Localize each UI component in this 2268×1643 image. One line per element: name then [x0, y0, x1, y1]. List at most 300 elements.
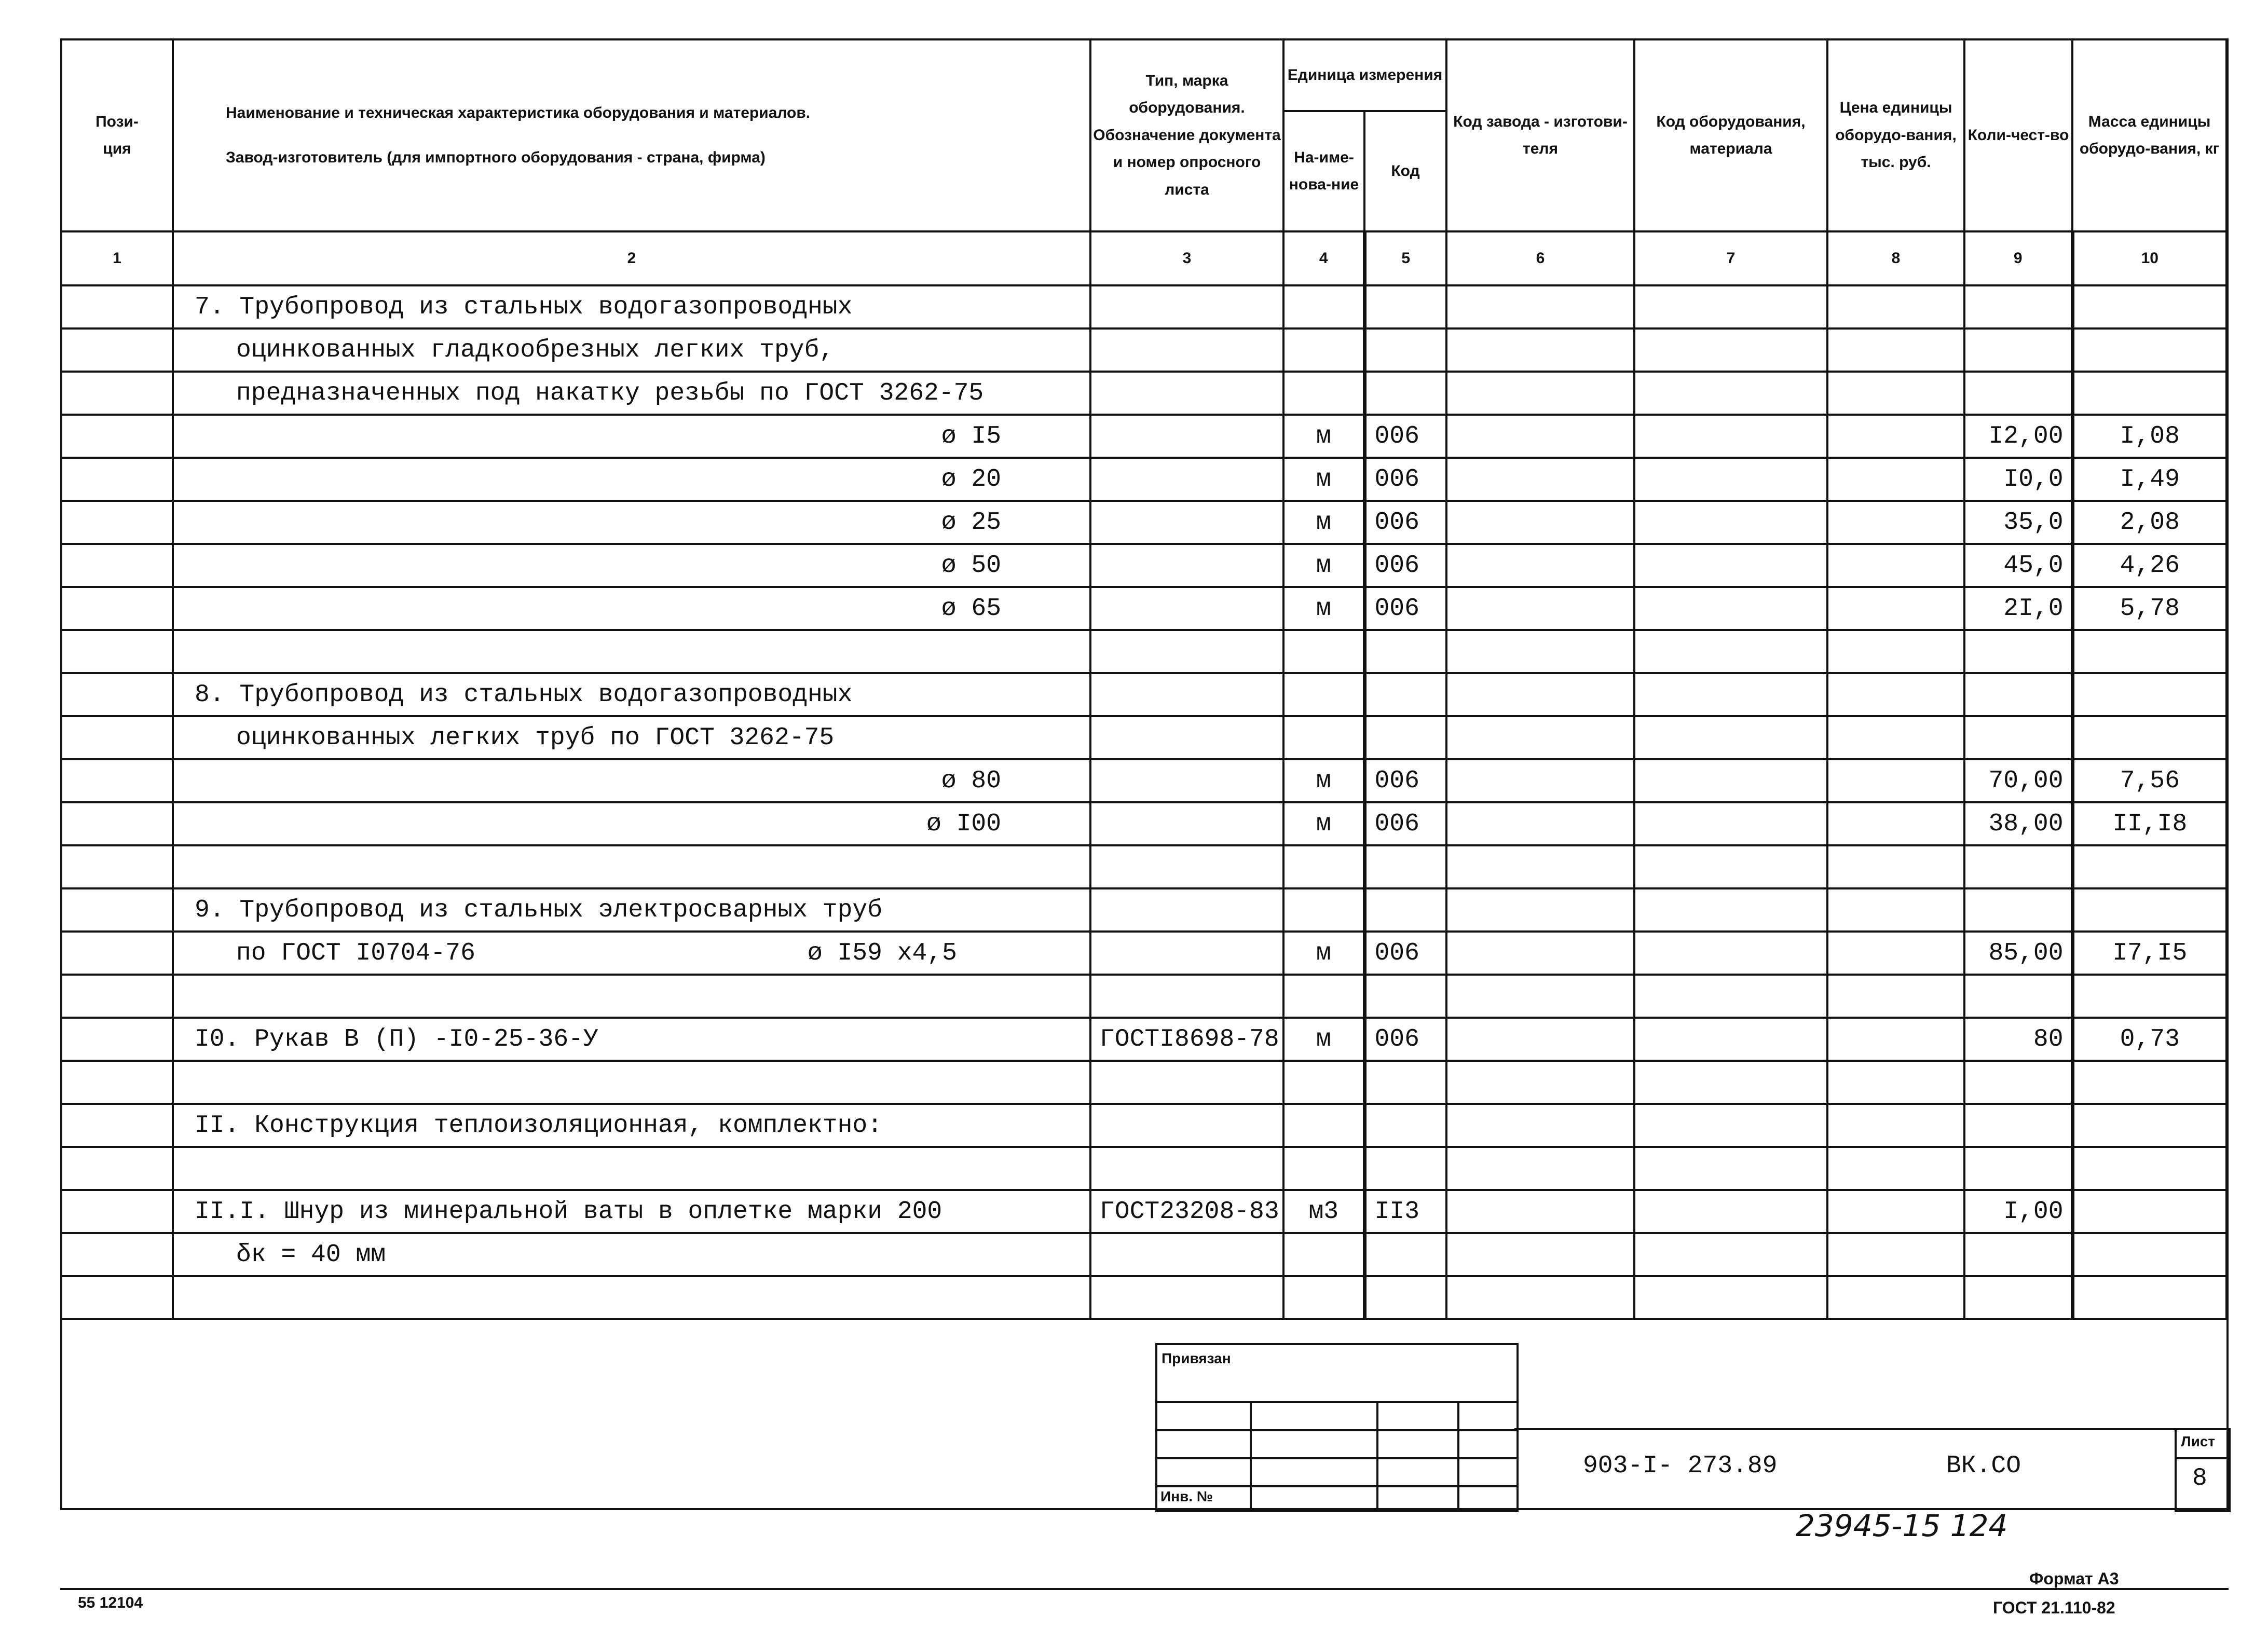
quantity-cell — [1964, 1233, 2072, 1276]
unit-code-cell — [1364, 845, 1446, 888]
position-cell — [61, 458, 173, 501]
price-cell — [1827, 587, 1964, 630]
position-cell — [61, 759, 173, 802]
price-cell — [1827, 716, 1964, 759]
item-name-cell — [173, 802, 1090, 845]
price-cell — [1827, 458, 1964, 501]
header-type: Тип, марка оборудования. Обозначение документа и номер опросного листа — [1090, 39, 1283, 231]
position-cell — [61, 415, 173, 458]
mass-cell: II,I8 — [2072, 802, 2226, 845]
stamp-line — [1457, 1401, 1459, 1510]
table-row — [61, 845, 2226, 888]
item-name-cell — [173, 932, 1090, 975]
quantity-cell — [1964, 285, 2072, 328]
table-row — [61, 932, 2226, 975]
unit-name-cell: м — [1283, 544, 1364, 587]
price-cell — [1827, 1190, 1964, 1233]
item-name: II. Конструкция теплоизоляционная, комплектно: — [195, 1111, 883, 1140]
price-cell — [1827, 1104, 1964, 1147]
maker-code-cell — [1446, 1233, 1634, 1276]
mass-cell — [2072, 328, 2226, 372]
price-cell — [1827, 285, 1964, 328]
unit-name-cell — [1283, 888, 1364, 932]
item-name-cell — [173, 1233, 1090, 1276]
item-name-cell — [173, 716, 1090, 759]
unit-code-cell — [1364, 673, 1446, 716]
unit-name-cell — [1283, 673, 1364, 716]
document-section: ВК.СО — [1946, 1452, 2021, 1480]
mass-cell: 0,73 — [2072, 1018, 2226, 1061]
position-cell — [61, 1190, 173, 1233]
table-row — [61, 1018, 2226, 1061]
item-name-cell — [173, 501, 1090, 544]
item-name: 7. Трубопровод из стальных водогазопроводных — [195, 293, 853, 321]
equipment-code-cell — [1634, 1233, 1827, 1276]
quantity-cell — [1964, 372, 2072, 415]
quantity-cell: 85,00 — [1964, 932, 2072, 975]
document-cell — [1090, 328, 1283, 372]
document-cell — [1090, 1104, 1283, 1147]
maker-code-cell — [1446, 716, 1634, 759]
equipment-code-cell — [1634, 932, 1827, 975]
document-cell — [1090, 975, 1283, 1018]
item-name-cell — [173, 415, 1090, 458]
stamp-line — [1157, 1457, 1516, 1459]
unit-name-cell — [1283, 630, 1364, 673]
item-name-cell — [173, 1104, 1090, 1147]
maker-code-cell — [1446, 285, 1634, 328]
position-cell — [61, 328, 173, 372]
table-row — [61, 1190, 2226, 1233]
format-label: Формат А3 — [2029, 1569, 2119, 1588]
quantity-cell: I,00 — [1964, 1190, 2072, 1233]
table-row — [61, 673, 2226, 716]
table-row — [61, 1233, 2226, 1276]
mass-cell: 7,56 — [2072, 759, 2226, 802]
mass-cell: I,49 — [2072, 458, 2226, 501]
unit-code-cell — [1364, 716, 1446, 759]
unit-code-cell — [1364, 372, 1446, 415]
bound-stamp — [1155, 1343, 1519, 1512]
unit-name-cell — [1283, 372, 1364, 415]
item-name-cell — [173, 1147, 1090, 1190]
maker-code-cell — [1446, 759, 1634, 802]
equipment-code-cell — [1634, 1147, 1827, 1190]
maker-code-cell — [1446, 673, 1634, 716]
item-name: ø 25 — [941, 508, 1001, 537]
maker-code-cell — [1446, 1276, 1634, 1319]
item-name-cell — [173, 372, 1090, 415]
mass-cell — [2072, 673, 2226, 716]
position-cell — [61, 932, 173, 975]
maker-code-cell — [1446, 372, 1634, 415]
document-cell — [1090, 759, 1283, 802]
quantity-cell: 70,00 — [1964, 759, 2072, 802]
document-cell — [1090, 458, 1283, 501]
table-row — [61, 975, 2226, 1018]
price-cell — [1827, 630, 1964, 673]
column-number: 6 — [1446, 231, 1634, 285]
maker-code-cell — [1446, 415, 1634, 458]
unit-name-cell: м — [1283, 1018, 1364, 1061]
quantity-cell — [1964, 630, 2072, 673]
item-name: II.I. Шнур из минеральной ваты в оплетке марки 200 — [195, 1197, 942, 1226]
price-cell — [1827, 544, 1964, 587]
position-cell — [61, 802, 173, 845]
quantity-cell — [1964, 673, 2072, 716]
unit-code-cell: 006 — [1364, 1018, 1446, 1061]
equipment-code-cell — [1634, 415, 1827, 458]
bound-label: Привязан — [1162, 1350, 1231, 1366]
item-name-cell — [173, 285, 1090, 328]
quantity-cell: 80 — [1964, 1018, 2072, 1061]
mass-cell — [2072, 1233, 2226, 1276]
header-unit-code: Код — [1364, 111, 1446, 231]
unit-name-cell — [1283, 1233, 1364, 1276]
column-number: 2 — [173, 231, 1090, 285]
unit-code-cell — [1364, 1276, 1446, 1319]
document-cell — [1090, 501, 1283, 544]
maker-code-cell — [1446, 587, 1634, 630]
footer-line — [60, 1588, 2229, 1590]
sheet-number: 8 — [2192, 1464, 2207, 1493]
stamp-line — [1376, 1401, 1378, 1510]
document-cell — [1090, 932, 1283, 975]
price-cell — [1827, 845, 1964, 888]
header-name — [173, 39, 1090, 231]
column-number: 5 — [1364, 231, 1446, 285]
unit-name-cell — [1283, 328, 1364, 372]
price-cell — [1827, 1018, 1964, 1061]
equipment-code-cell — [1634, 1018, 1827, 1061]
unit-name-cell: м3 — [1283, 1190, 1364, 1233]
header-name-line2: Завод-изготовитель (для импортного оборудования - страна, фирма) — [226, 149, 766, 166]
maker-code-cell — [1446, 328, 1634, 372]
item-name-cell — [173, 328, 1090, 372]
equipment-code-cell — [1634, 1190, 1827, 1233]
document-cell — [1090, 285, 1283, 328]
mass-cell: 5,78 — [2072, 587, 2226, 630]
equipment-code-cell — [1634, 1104, 1827, 1147]
item-name-cell — [173, 1061, 1090, 1104]
unit-name-cell — [1283, 975, 1364, 1018]
header-equipment-code: Код оборудования, материала — [1634, 39, 1827, 231]
mass-cell — [2072, 1061, 2226, 1104]
stamp-line — [1157, 1429, 1516, 1431]
item-name-cell — [173, 759, 1090, 802]
document-number: 903-I- 273.89 — [1583, 1452, 1778, 1480]
unit-code-cell: 006 — [1364, 802, 1446, 845]
document-cell — [1090, 1233, 1283, 1276]
unit-code-cell — [1364, 285, 1446, 328]
equipment-code-cell — [1634, 975, 1827, 1018]
stamp-line — [1157, 1485, 1516, 1487]
unit-name-cell: м — [1283, 458, 1364, 501]
document-cell — [1090, 1276, 1283, 1319]
quantity-cell: 35,0 — [1964, 501, 2072, 544]
gost-label: ГОСТ 21.110-82 — [1993, 1598, 2115, 1617]
maker-code-cell — [1446, 845, 1634, 888]
equipment-code-cell — [1634, 587, 1827, 630]
quantity-cell — [1964, 845, 2072, 888]
document-cell: ГОСТ23208-83 — [1090, 1190, 1283, 1233]
position-cell — [61, 285, 173, 328]
maker-code-cell — [1446, 1061, 1634, 1104]
equipment-code-cell — [1634, 716, 1827, 759]
header-unit: Единица измерения — [1283, 39, 1446, 111]
table-row — [61, 415, 2226, 458]
equipment-code-cell — [1634, 285, 1827, 328]
table-row — [61, 328, 2226, 372]
item-name: ø 80 — [941, 766, 1001, 795]
unit-code-cell: 006 — [1364, 759, 1446, 802]
quantity-cell — [1964, 1061, 2072, 1104]
mass-cell — [2072, 716, 2226, 759]
maker-code-cell — [1446, 501, 1634, 544]
unit-code-cell — [1364, 1147, 1446, 1190]
position-cell — [61, 544, 173, 587]
maker-code-cell — [1446, 932, 1634, 975]
document-cell — [1090, 673, 1283, 716]
unit-name-cell: м — [1283, 759, 1364, 802]
quantity-cell — [1964, 975, 2072, 1018]
maker-code-cell — [1446, 1018, 1634, 1061]
column-number: 9 — [1964, 231, 2072, 285]
document-cell — [1090, 415, 1283, 458]
unit-name-cell — [1283, 1276, 1364, 1319]
maker-code-cell — [1446, 1190, 1634, 1233]
item-name: ø I00 — [926, 810, 1001, 838]
equipment-code-cell — [1634, 1061, 1827, 1104]
quantity-cell — [1964, 888, 2072, 932]
quantity-cell — [1964, 328, 2072, 372]
mass-cell: 2,08 — [2072, 501, 2226, 544]
mass-cell — [2072, 888, 2226, 932]
item-name-cell — [173, 1276, 1090, 1319]
header-name-line1: Наименование и техническая характеристика оборудования и материалов. — [226, 104, 811, 121]
unit-code-cell: 006 — [1364, 587, 1446, 630]
column-number: 3 — [1090, 231, 1283, 285]
unit-name-cell: м — [1283, 587, 1364, 630]
quantity-cell: 45,0 — [1964, 544, 2072, 587]
unit-code-cell: 006 — [1364, 932, 1446, 975]
mass-cell — [2072, 1147, 2226, 1190]
price-cell — [1827, 501, 1964, 544]
table-row — [61, 372, 2226, 415]
column-number: 8 — [1827, 231, 1964, 285]
item-name-cell — [173, 1018, 1090, 1061]
column-number: 1 — [61, 231, 173, 285]
document-cell — [1090, 1147, 1283, 1190]
price-cell — [1827, 673, 1964, 716]
mass-cell — [2072, 975, 2226, 1018]
position-cell — [61, 501, 173, 544]
item-name-cell — [173, 630, 1090, 673]
quantity-cell: 38,00 — [1964, 802, 2072, 845]
table-row — [61, 1147, 2226, 1190]
document-cell — [1090, 372, 1283, 415]
mass-cell — [2072, 1104, 2226, 1147]
unit-code-cell — [1364, 328, 1446, 372]
inv-label: Инв. № — [1160, 1488, 1213, 1504]
maker-code-cell — [1446, 802, 1634, 845]
price-cell — [1827, 328, 1964, 372]
item-name-cell — [173, 845, 1090, 888]
position-cell — [61, 1018, 173, 1061]
document-cell — [1090, 587, 1283, 630]
item-name-cell — [173, 458, 1090, 501]
position-cell — [61, 1147, 173, 1190]
document-cell — [1090, 888, 1283, 932]
quantity-cell — [1964, 1104, 2072, 1147]
item-name: 9. Трубопровод из стальных электросварных труб — [195, 896, 883, 924]
quantity-cell — [1964, 716, 2072, 759]
table-row — [61, 888, 2226, 932]
unit-name-cell: м — [1283, 501, 1364, 544]
unit-code-cell — [1364, 1061, 1446, 1104]
price-cell — [1827, 932, 1964, 975]
price-cell — [1827, 415, 1964, 458]
item-name-cell — [173, 888, 1090, 932]
item-name-cell — [173, 544, 1090, 587]
equipment-code-cell — [1634, 630, 1827, 673]
item-name-cell — [173, 587, 1090, 630]
column-number: 4 — [1283, 231, 1364, 285]
price-cell — [1827, 1147, 1964, 1190]
mass-cell — [2072, 845, 2226, 888]
header-maker-code: Код завода - изготови-теля — [1446, 39, 1634, 231]
mass-cell — [2072, 372, 2226, 415]
position-cell — [61, 1061, 173, 1104]
position-cell — [61, 1276, 173, 1319]
header-unit-name: На-име-нова-ние — [1283, 111, 1364, 231]
quantity-cell: 2I,0 — [1964, 587, 2072, 630]
header-quantity: Коли-чест-во — [1964, 39, 2072, 231]
mass-cell: I,08 — [2072, 415, 2226, 458]
item-name: ø 50 — [941, 551, 1001, 580]
sheet-box-divider — [2177, 1457, 2229, 1459]
unit-code-cell: 006 — [1364, 458, 1446, 501]
quantity-cell — [1964, 1147, 2072, 1190]
position-cell — [61, 888, 173, 932]
table-row — [61, 544, 2226, 587]
position-cell — [61, 372, 173, 415]
item-name: оцинкованных легких труб по ГОСТ 3262-75 — [236, 723, 835, 752]
price-cell — [1827, 1061, 1964, 1104]
maker-code-cell — [1446, 1104, 1634, 1147]
price-cell — [1827, 1233, 1964, 1276]
table-row — [61, 716, 2226, 759]
table-row — [61, 458, 2226, 501]
table-row — [61, 630, 2226, 673]
maker-code-cell — [1446, 458, 1634, 501]
item-name: ø 65 — [941, 594, 1001, 623]
equipment-code-cell — [1634, 888, 1827, 932]
equipment-code-cell — [1634, 845, 1827, 888]
price-cell — [1827, 975, 1964, 1018]
position-cell — [61, 845, 173, 888]
unit-name-cell — [1283, 1104, 1364, 1147]
specification-table — [60, 38, 2228, 1320]
unit-code-cell — [1364, 630, 1446, 673]
quantity-cell: I2,00 — [1964, 415, 2072, 458]
position-cell — [61, 1104, 173, 1147]
equipment-code-cell — [1634, 458, 1827, 501]
quantity-cell — [1964, 1276, 2072, 1319]
stamp-line — [1157, 1401, 1516, 1403]
unit-name-cell — [1283, 1147, 1364, 1190]
unit-code-cell: 006 — [1364, 501, 1446, 544]
item-name: I0. Рукав В (П) -I0-25-36-У — [195, 1025, 598, 1053]
document-cell: ГОСТI8698-78 — [1090, 1018, 1283, 1061]
item-name-cell — [173, 975, 1090, 1018]
mass-cell: I7,I5 — [2072, 932, 2226, 975]
document-cell — [1090, 1061, 1283, 1104]
unit-name-cell: м — [1283, 802, 1364, 845]
position-cell — [61, 1233, 173, 1276]
table-row — [61, 587, 2226, 630]
sheet-box — [2175, 1428, 2231, 1512]
position-cell — [61, 630, 173, 673]
unit-code-cell — [1364, 1233, 1446, 1276]
column-number: 10 — [2072, 231, 2226, 285]
table-row — [61, 1061, 2226, 1104]
document-cell — [1090, 716, 1283, 759]
document-cell — [1090, 845, 1283, 888]
maker-code-cell — [1446, 975, 1634, 1018]
table-body — [61, 285, 2226, 1319]
quantity-cell: I0,0 — [1964, 458, 2072, 501]
maker-code-cell — [1446, 544, 1634, 587]
price-cell — [1827, 372, 1964, 415]
item-name-cell — [173, 1190, 1090, 1233]
unit-code-cell: 006 — [1364, 415, 1446, 458]
equipment-code-cell — [1634, 759, 1827, 802]
document-cell — [1090, 544, 1283, 587]
position-cell — [61, 716, 173, 759]
unit-name-cell — [1283, 845, 1364, 888]
item-name: ø I5 — [941, 422, 1001, 450]
unit-name-cell — [1283, 285, 1364, 328]
item-name-cell — [173, 673, 1090, 716]
item-name: по ГОСТ I0704-76 — [236, 939, 475, 967]
unit-code-cell: 006 — [1364, 544, 1446, 587]
item-name: 8. Трубопровод из стальных водогазопроводных — [195, 680, 853, 709]
position-cell — [61, 975, 173, 1018]
item-name: δк = 40 мм — [236, 1240, 386, 1269]
equipment-code-cell — [1634, 1276, 1827, 1319]
table-row — [61, 802, 2226, 845]
maker-code-cell — [1446, 630, 1634, 673]
mass-cell — [2072, 1190, 2226, 1233]
column-numbers-row — [61, 231, 2226, 285]
equipment-code-cell — [1634, 372, 1827, 415]
equipment-code-cell — [1634, 501, 1827, 544]
table-row — [61, 501, 2226, 544]
table-row — [61, 1276, 2226, 1319]
mass-cell: 4,26 — [2072, 544, 2226, 587]
item-name: ø 20 — [941, 465, 1001, 494]
price-cell — [1827, 802, 1964, 845]
unit-code-cell — [1364, 888, 1446, 932]
sheet-label: Лист — [2181, 1433, 2216, 1449]
table-row — [61, 759, 2226, 802]
unit-name-cell — [1283, 716, 1364, 759]
position-cell — [61, 673, 173, 716]
header-mass: Масса единицы оборудо-вания, кг — [2072, 39, 2226, 231]
footer-left-code: 55 12104 — [78, 1594, 143, 1611]
unit-name-cell: м — [1283, 415, 1364, 458]
